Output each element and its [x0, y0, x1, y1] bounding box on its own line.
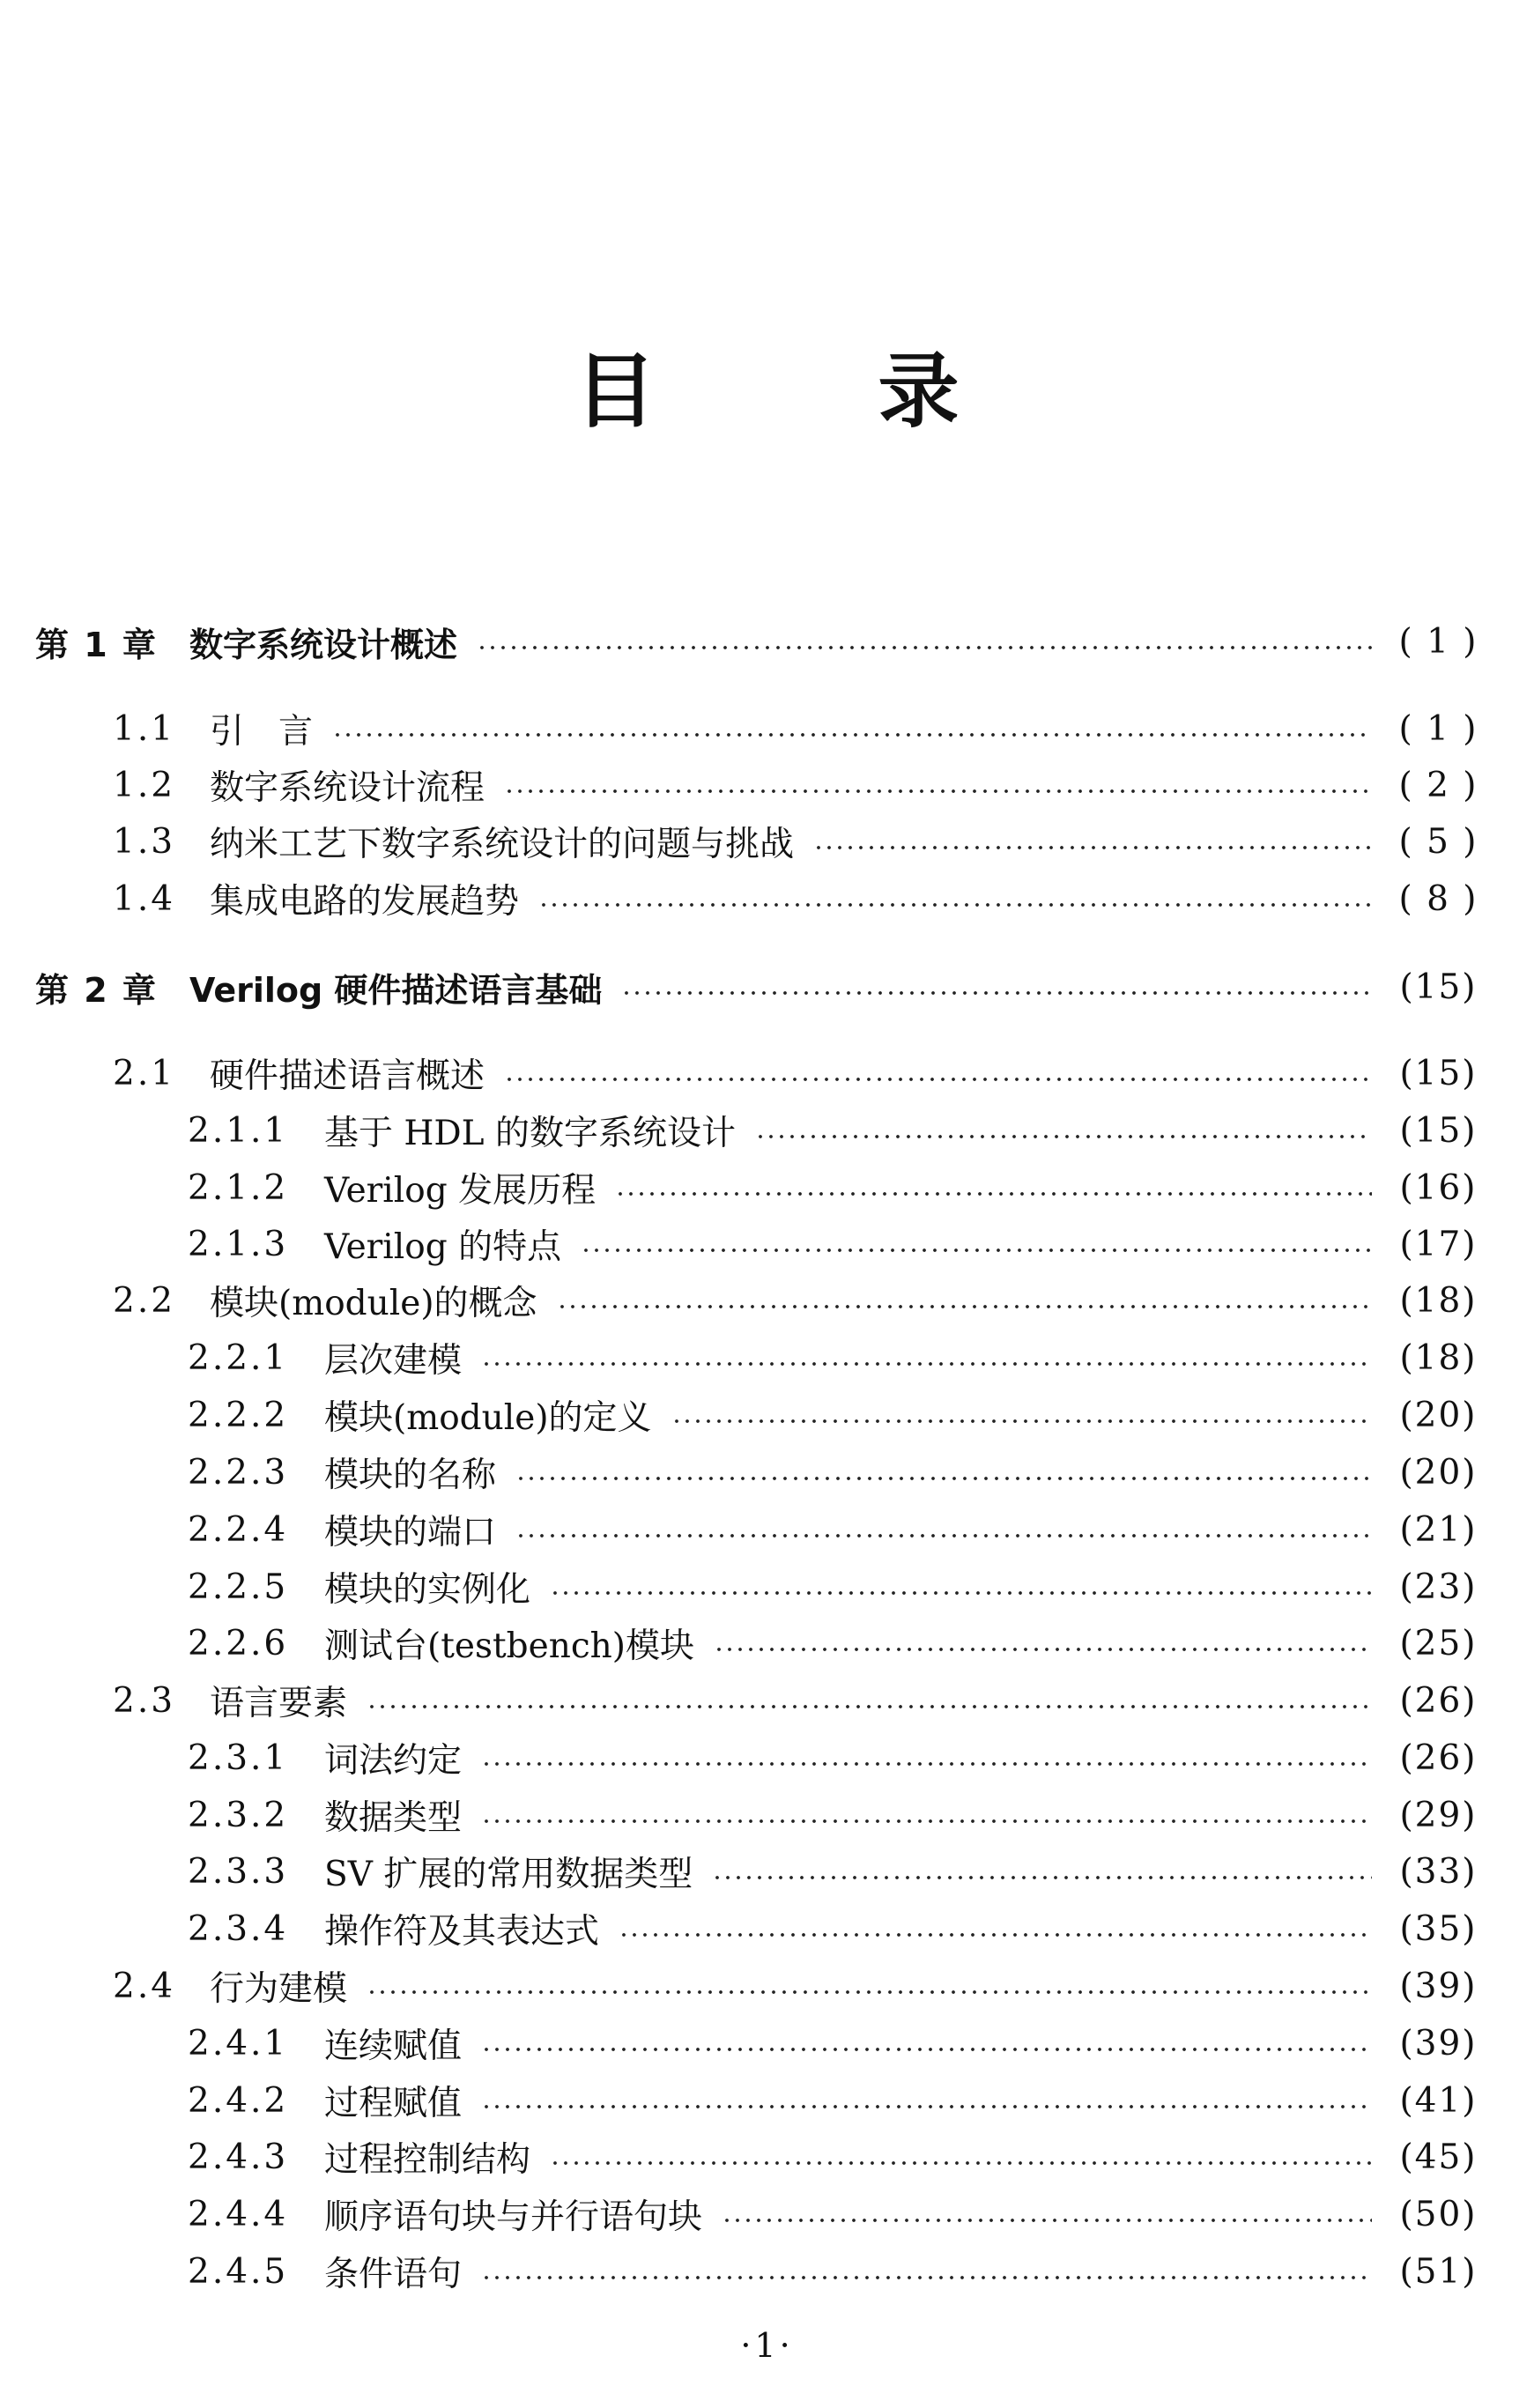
toc-entry-title: Verilog 的特点	[324, 1227, 562, 1267]
toc-entry-number: 2.2.1	[188, 1337, 289, 1378]
toc-entry-number: 2.2.3	[188, 1452, 289, 1493]
toc-entry-page: (25)	[1399, 1623, 1478, 1663]
toc-entry-title: 过程控制结构	[324, 2140, 531, 2180]
toc-entry-page: (15)	[1399, 1110, 1478, 1151]
toc-entry-page: (18)	[1399, 1337, 1478, 1378]
dot-leader	[481, 1361, 1372, 1367]
toc-section-row[interactable]	[0, 702, 1534, 755]
toc-section-row[interactable]	[0, 1274, 1534, 1327]
toc-entry-page: (21)	[1399, 1509, 1478, 1550]
dot-leader	[615, 1191, 1372, 1197]
toc-subsection-row[interactable]	[0, 1789, 1534, 1841]
toc-entry-title: 模块的实例化	[324, 1570, 531, 1610]
toc-entry-page: (20)	[1399, 1452, 1478, 1493]
dot-leader	[504, 789, 1372, 794]
toc-section-row[interactable]	[0, 1674, 1534, 1727]
toc-subsection-row[interactable]	[0, 1218, 1534, 1271]
toc-entry-number: 2.3.3	[188, 1851, 289, 1892]
toc-entry-page: (45)	[1399, 2137, 1478, 2177]
toc-entry-title: 测试台(testbench)模块	[324, 1626, 694, 1666]
toc-chapter-row[interactable]	[0, 960, 1534, 1013]
toc-entry-page: (33)	[1399, 1851, 1478, 1892]
toc-entry-page: ( 8 )	[1398, 878, 1478, 919]
toc-subsection-row[interactable]	[0, 1331, 1534, 1384]
toc-entry-number: 2.2.6	[188, 1623, 289, 1663]
toc-entry-number: 2.4.4	[188, 2194, 289, 2234]
toc-entry-number: 第 1 章	[35, 625, 158, 664]
dot-leader	[481, 1819, 1372, 1824]
dot-leader	[813, 845, 1372, 850]
toc-entry-title: 数字系统设计概述	[189, 625, 458, 664]
toc-entry-page: (26)	[1399, 1737, 1478, 1778]
toc-subsection-row[interactable]	[0, 1104, 1534, 1157]
toc-entry-title: 连续赋值	[324, 2026, 463, 2066]
toc-entry-page: (29)	[1399, 1795, 1478, 1835]
toc-entry-number: 2.1.3	[188, 1224, 289, 1264]
toc-entry-page: (51)	[1399, 2251, 1478, 2292]
toc-entry-title: 模块的名称	[324, 1456, 497, 1495]
toc-entry-title: 层次建模	[324, 1341, 463, 1381]
toc-entry-page: (39)	[1399, 1966, 1478, 2006]
toc-entry-title: SV 扩展的常用数据类型	[324, 1855, 693, 1894]
toc-subsection-row[interactable]	[0, 2074, 1534, 2127]
toc-entry-number: 1.3	[113, 821, 176, 862]
toc-entry-number: 2.4	[113, 1966, 176, 2006]
toc-entry-page: (18)	[1399, 1280, 1478, 1321]
dot-leader	[481, 2104, 1372, 2109]
toc-entry-title: Verilog 硬件描述语言基础	[189, 970, 603, 1010]
dot-leader	[481, 2047, 1372, 2052]
toc-subsection-row[interactable]	[0, 1503, 1534, 1556]
toc-entry-page: (39)	[1399, 2023, 1478, 2063]
toc-entry-title: 数字系统设计流程	[210, 768, 485, 808]
toc-entry-page: ( 1 )	[1398, 621, 1478, 662]
toc-entry-title: 顺序语句块与并行语句块	[324, 2197, 703, 2237]
toc-entry-number: 1.2	[113, 765, 176, 805]
toc-entry-number: 1.4	[113, 878, 176, 919]
dot-leader	[722, 2218, 1372, 2223]
toc-entry-title: 基于 HDL 的数字系统设计	[324, 1114, 736, 1153]
toc-entry-page: (15)	[1399, 1053, 1478, 1093]
toc-entry-page: (15)	[1399, 967, 1478, 1007]
toc-entry-number: 2.2.2	[188, 1395, 289, 1435]
toc-subsection-row[interactable]	[0, 2245, 1534, 2298]
toc-entry-page: ( 1 )	[1398, 708, 1478, 749]
dot-leader	[550, 1590, 1372, 1596]
toc-entry-page: (16)	[1399, 1167, 1478, 1208]
toc-section-row[interactable]	[0, 1960, 1534, 2012]
dot-leader	[481, 1761, 1372, 1767]
toc-entry-title: 模块(module)的概念	[210, 1284, 537, 1323]
toc-entry-title: 模块(module)的定义	[324, 1398, 652, 1438]
toc-section-row[interactable]	[0, 1047, 1534, 1100]
dot-leader	[557, 1304, 1372, 1309]
page-number: ·1·	[740, 2326, 794, 2365]
dot-leader	[515, 1533, 1372, 1538]
toc-entry-title: 过程赋值	[324, 2084, 463, 2123]
toc-entry-page: (26)	[1399, 1680, 1478, 1721]
dot-leader	[619, 1932, 1372, 1938]
toc-entry-title: 行为建模	[210, 1969, 348, 2009]
toc-entry-title: 集成电路的发展趋势	[210, 882, 520, 922]
toc-entry-number: 2.4.1	[188, 2023, 289, 2063]
toc-subsection-row[interactable]	[0, 2017, 1534, 2070]
toc-subsection-row[interactable]	[0, 1446, 1534, 1499]
toc-entry-number: 2.4.5	[188, 2251, 289, 2292]
toc-entry-page: (20)	[1399, 1395, 1478, 1435]
toc-entry-page: ( 5 )	[1398, 821, 1478, 862]
dot-leader	[504, 1077, 1372, 1082]
toc-entry-page: (35)	[1399, 1908, 1478, 1949]
toc-entry-number: 1.1	[113, 708, 176, 749]
toc-entry-number: 2.2.5	[188, 1567, 289, 1607]
dot-leader	[671, 1419, 1372, 1424]
dot-leader	[581, 1248, 1372, 1253]
dot-leader	[477, 645, 1372, 650]
toc-entry-number: 2.3.1	[188, 1737, 289, 1778]
toc-entry-number: 2.2.4	[188, 1509, 289, 1550]
toc-entry-number: 2.1.1	[188, 1110, 289, 1151]
toc-entry-title: 操作符及其表达式	[324, 1912, 600, 1952]
toc-entry-number: 2.1	[113, 1053, 176, 1093]
toc-entry-number: 第 2 章	[35, 970, 158, 1010]
toc-entry-title: 数据类型	[324, 1798, 463, 1838]
dot-leader	[332, 732, 1372, 737]
toc-subsection-row[interactable]	[0, 1560, 1534, 1613]
toc-subsection-row[interactable]	[0, 1617, 1534, 1670]
toc-subsection-row[interactable]	[0, 1902, 1534, 1955]
toc-entry-title: 语言要素	[210, 1684, 348, 1723]
toc-entry-number: 2.2	[113, 1280, 176, 1321]
toc-entry-page: (17)	[1399, 1224, 1478, 1264]
dot-leader	[714, 1647, 1372, 1652]
toc-entry-page: (23)	[1399, 1567, 1478, 1607]
toc-subsection-row[interactable]	[0, 1389, 1534, 1441]
toc-entry-title: 硬件描述语言概述	[210, 1056, 485, 1096]
dot-leader	[515, 1476, 1372, 1481]
toc-chapter-row[interactable]	[0, 615, 1534, 668]
toc-entry-number: 2.3	[113, 1680, 176, 1721]
dot-leader	[367, 1989, 1372, 1995]
toc-entry-title: 词法约定	[324, 1741, 463, 1781]
toc-subsection-row[interactable]	[0, 1845, 1534, 1898]
toc-subsection-row[interactable]	[0, 2188, 1534, 2241]
toc-entry-number: 2.3.2	[188, 1795, 289, 1835]
toc-entry-title: 模块的端口	[324, 1513, 497, 1552]
dot-leader	[538, 902, 1372, 908]
toc-subsection-row[interactable]	[0, 1731, 1534, 1784]
toc-entry-page: (41)	[1399, 2080, 1478, 2121]
toc-entry-title: 条件语句	[324, 2255, 463, 2294]
toc-entry-number: 2.4.3	[188, 2137, 289, 2177]
dot-leader	[621, 990, 1372, 996]
toc-subsection-row[interactable]	[0, 1161, 1534, 1214]
toc-section-row[interactable]	[0, 815, 1534, 868]
dot-leader	[367, 1704, 1372, 1709]
toc-entry-title: 纳米工艺下数字系统设计的问题与挑战	[210, 825, 795, 864]
dot-leader	[550, 2160, 1372, 2166]
toc-subsection-row[interactable]	[0, 2130, 1534, 2183]
dot-leader	[481, 2275, 1372, 2280]
toc-entry-page: (50)	[1399, 2194, 1478, 2234]
toc-entry-title: 引 言	[210, 712, 314, 752]
toc-entry-number: 2.3.4	[188, 1908, 289, 1949]
toc-entry-number: 2.4.2	[188, 2080, 289, 2121]
page-title: 目 录	[574, 345, 1056, 439]
toc-entry-number: 2.1.2	[188, 1167, 289, 1208]
toc-section-row[interactable]	[0, 872, 1534, 925]
toc-entry-title: Verilog 发展历程	[324, 1171, 597, 1211]
toc-entry-page: ( 2 )	[1398, 765, 1478, 805]
toc-section-row[interactable]	[0, 759, 1534, 811]
dot-leader	[712, 1875, 1372, 1880]
dot-leader	[755, 1134, 1372, 1139]
